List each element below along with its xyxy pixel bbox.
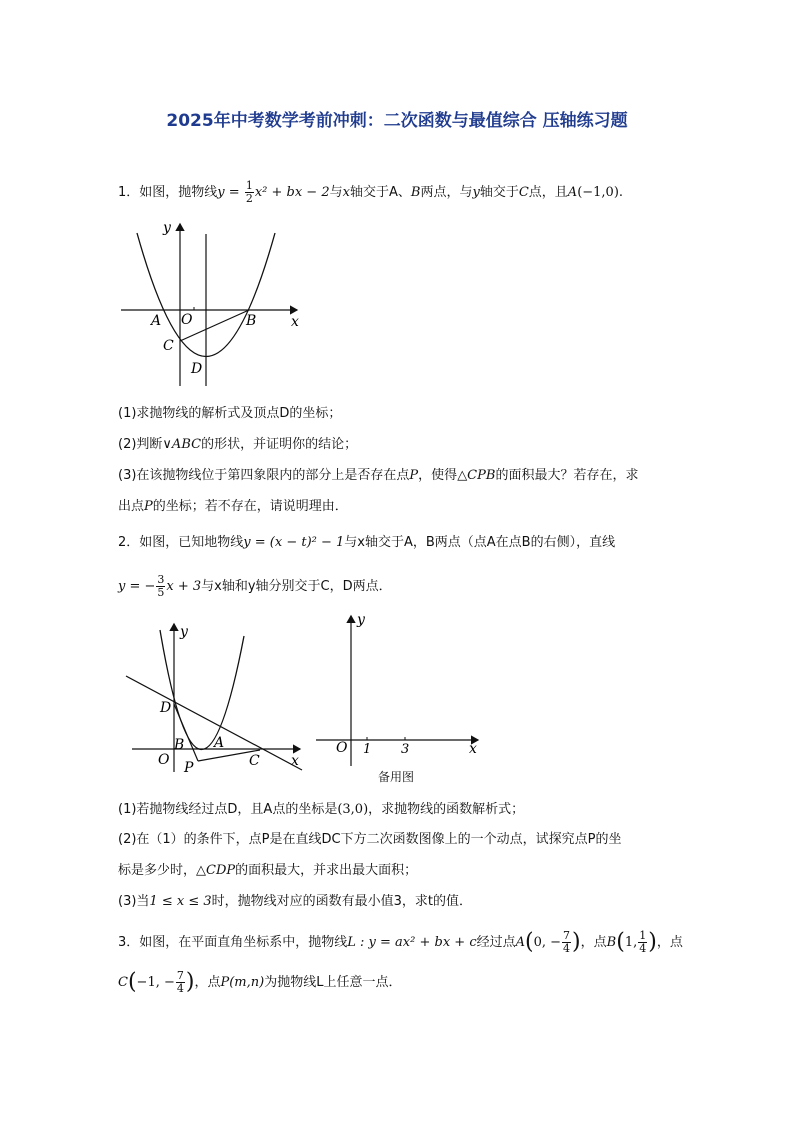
q2-part1: (1)若抛物线经过点D，且A点的坐标是(3,0)，求抛物线的函数解析式；	[118, 802, 525, 817]
tick-label-3: 3	[401, 742, 410, 757]
label-B: B	[174, 737, 185, 753]
q1-part1: (1)求抛物线的解析式及顶点D的坐标；	[118, 406, 342, 421]
page-title: 2025年中考数学考前冲刺：二次函数与最值综合 压轴练习题	[166, 111, 628, 131]
q1-figure	[115, 218, 315, 388]
label-A: A	[214, 735, 225, 751]
q3-intro-line2: C(−1, − $\frac{7}{4}$ )，点P(m,n)为抛物线L上任意一点．	[118, 969, 402, 995]
q2-figure-main	[120, 616, 310, 774]
label-y: y	[180, 624, 188, 640]
parabola	[160, 630, 244, 750]
tick-label-1: 1	[363, 742, 372, 757]
label-x: x	[291, 753, 299, 769]
q1-part3-line2: 出点P的坐标；若不存在，请说明理由．	[118, 499, 348, 514]
label-O: O	[181, 312, 193, 328]
q2-figure-spare	[310, 608, 485, 770]
label-y: y	[163, 220, 171, 236]
q2-part2-line2: 标是多少时，△CDP的面积最大，并求出最大面积；	[118, 863, 418, 878]
label-D: D	[191, 361, 203, 377]
label-C: C	[249, 753, 260, 769]
label-B: B	[246, 313, 257, 329]
q2-part2-line1: (2)在（1）的条件下，点P是在直线DC下方二次函数图像上的一个动点，试探究点P的坐	[118, 832, 622, 847]
q3-intro-line1: 3．如图，在平面直角坐标系中，抛物线L : y = ax² + bx + c经过点A(0, − $\frac{7}{4}$ )，点B(1, $\frac{1}{4}$ )，点	[118, 929, 683, 955]
label-A: A	[151, 313, 162, 329]
q1-part2: (2)判断∨ABC的形状，并证明你的结论；	[118, 437, 358, 452]
q2-intro-line1: 2．如图，已知地物线y = (x − t)² − 1与x轴交于A，B两点（点A在点B的右侧），直线	[118, 535, 616, 550]
label-P: P	[184, 760, 194, 774]
label-O: O	[158, 752, 170, 768]
q1-intro: 1．如图，抛物线y = $\frac{1}{2}$ x² + bx − 2与x轴交于A、B两点，与y轴交于C点，且A(−1,0).	[118, 179, 624, 205]
q2-intro-line2: y = − $\frac{3}{5}$ x + 3与x轴和y轴分别交于C，D两点．	[118, 573, 392, 599]
label-C: C	[163, 338, 174, 354]
label-x: x	[469, 741, 477, 757]
label-x: x	[291, 314, 299, 330]
label-y: y	[357, 612, 365, 628]
q1-part3-line1: (3)在该抛物线位于第四象限内的部分上是否存在点P，使得△CPB的面积最大？若存在，求	[118, 468, 639, 483]
label-O: O	[336, 740, 348, 756]
spare-figure-caption: 备用图	[378, 770, 415, 784]
line-DC	[126, 676, 302, 770]
label-D: D	[160, 700, 172, 716]
q2-part3: (3)当1 ≤ x ≤ 3时，抛物线对应的函数有最小值3，求t的值．	[118, 894, 472, 909]
